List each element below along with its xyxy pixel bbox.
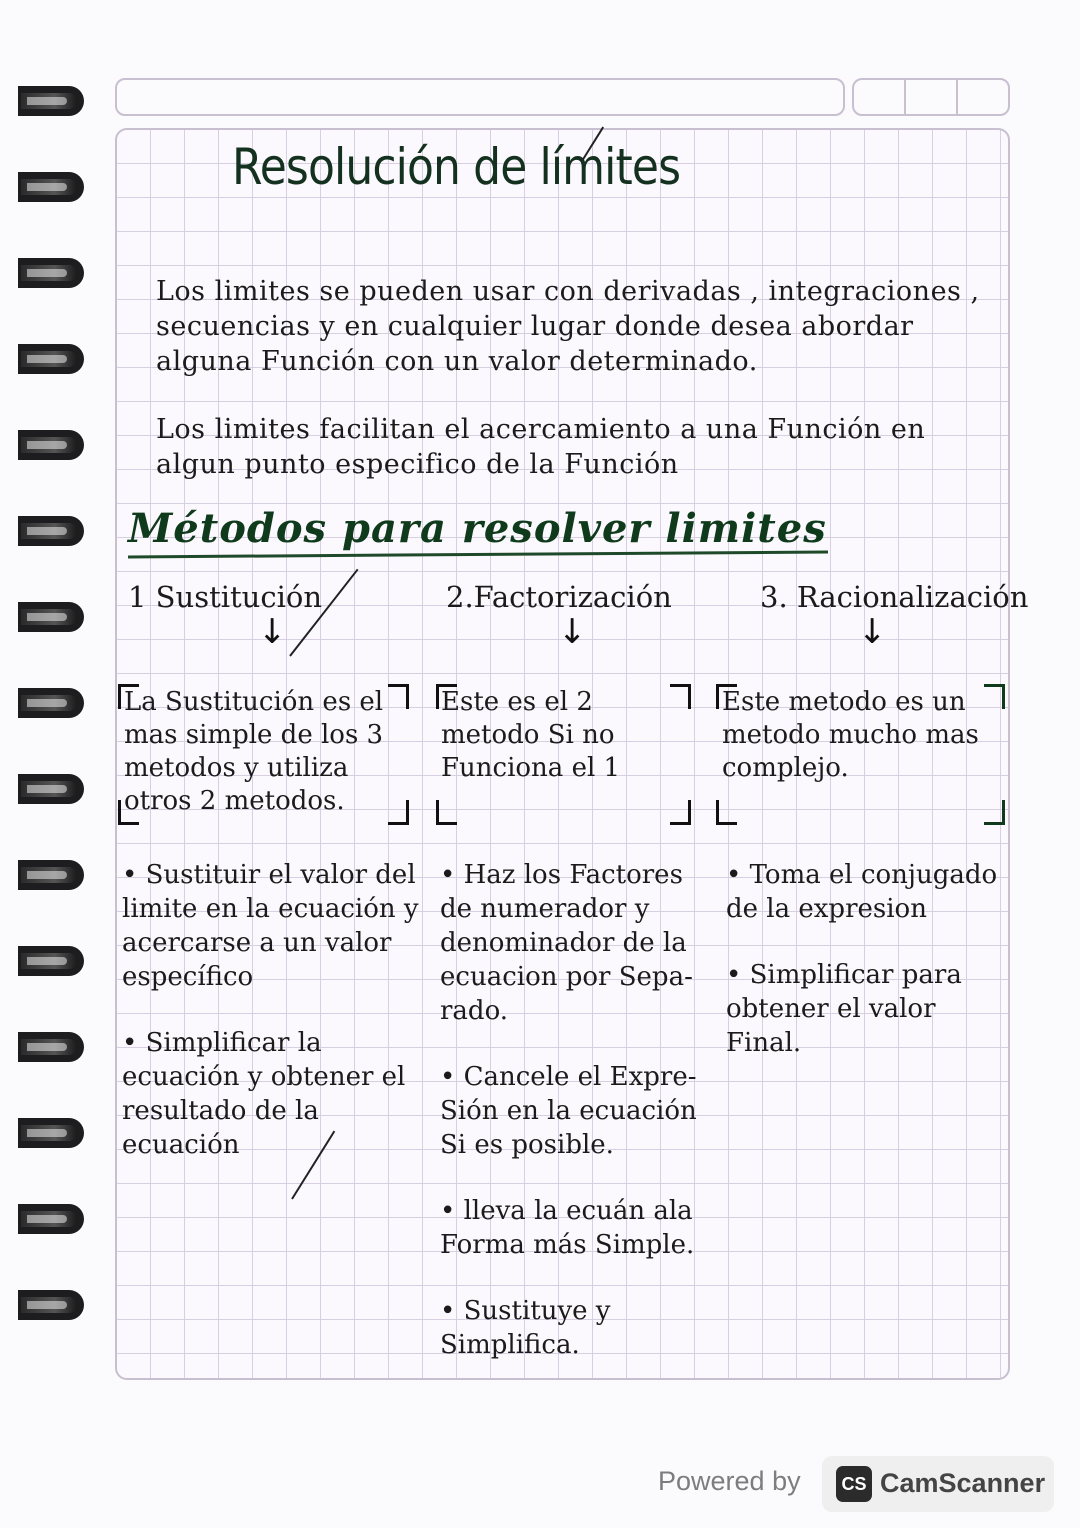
list-item: • Sustituye y Simplifica. [440, 1296, 619, 1360]
method-2-steps [440, 858, 720, 1394]
list-item: • Toma el conjugado de la expresion [726, 860, 1006, 924]
down-arrow-icon: ↓ [258, 612, 287, 652]
bracket-corner [670, 800, 691, 825]
camscanner-badge [822, 1456, 1054, 1512]
method-1-description: La Sustitución es el mas simple de los 3 metodos y utiliza otros 2 metodos. [124, 687, 384, 816]
intro-paragraph-2: Los limites facilitan el acercamiento a una Función en algun punto especifico de la Función [156, 414, 926, 480]
method-3-description: Este metodo es un metodo mucho mas complejo. [722, 687, 979, 783]
method-3-steps [726, 858, 1006, 1092]
down-arrow-icon: ↓ [558, 612, 587, 652]
camscanner-brand: CamScanner [880, 1468, 1046, 1498]
list-item: • Simplificar la ecuación y obtener el resultado de la ecuación [122, 1028, 414, 1160]
powered-by-text: Powered by [658, 1466, 801, 1496]
camscanner-logo-icon: CS [836, 1466, 872, 1502]
method-2-heading: 2.Factorización [446, 580, 672, 614]
intro-paragraph-1: Los limites se pueden usar con derivadas , integraciones , secuencias y en cualquier lugar donde desea abordar alguna Función con un valor determinado. [156, 276, 980, 377]
method-1-steps [122, 858, 432, 1194]
page-title: Resolución de límites [232, 138, 681, 196]
bracket-corner [716, 800, 737, 825]
methods-heading: Métodos para resolver limites [128, 505, 827, 552]
method-1-heading: 1 Sustitución [128, 580, 323, 614]
list-item: • Sustituir el valor del limite en la ecuación y acercarse a un valor específico [122, 860, 427, 992]
method-3-heading: 3. Racionalización [760, 580, 1029, 614]
bracket-corner [436, 800, 457, 825]
bracket-corner [984, 800, 1005, 825]
header-title-box [115, 78, 845, 116]
list-item: • lleva la ecuán ala Forma más Simple. [440, 1196, 701, 1260]
list-item: • Cancele el Expre-Sión en la ecuación Si es posible. [440, 1062, 706, 1160]
down-arrow-icon: ↓ [858, 612, 887, 652]
method-2-description: Este es el 2 metodo Si no Funciona el 1 [441, 687, 621, 783]
list-item: • Simplificar para obtener el valor Final. [726, 960, 971, 1058]
spiral-binding [18, 80, 98, 1380]
header-date-box [852, 78, 1010, 116]
list-item: • Haz los Factores de numerador y denominador de la ecuacion por Sepa-rado. [440, 860, 696, 1026]
